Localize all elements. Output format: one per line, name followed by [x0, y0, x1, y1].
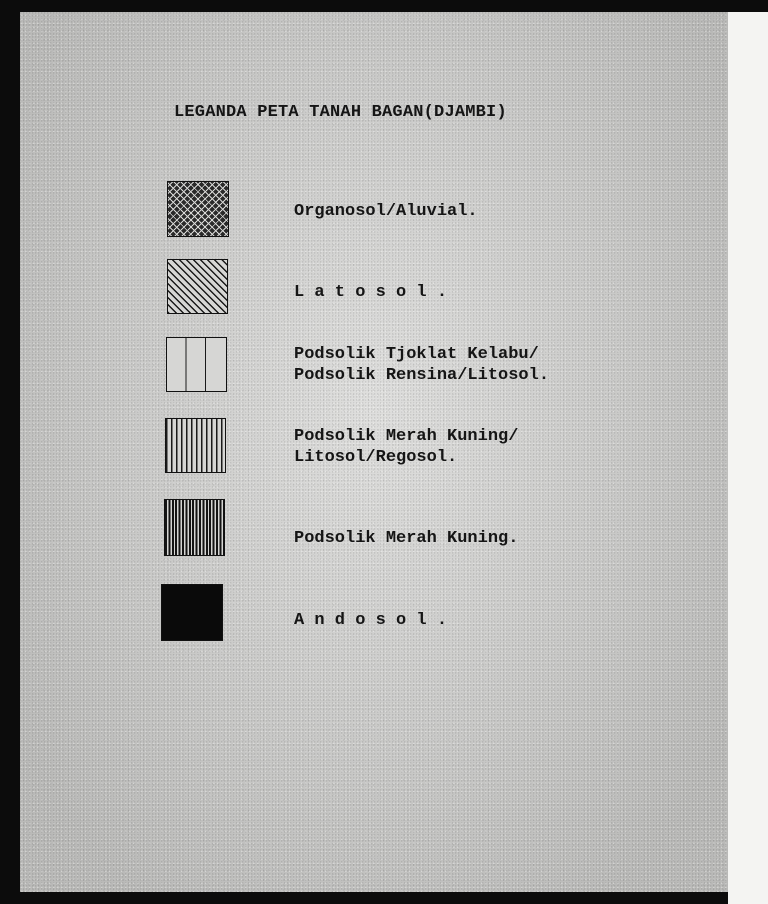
- cross-hatch-swatch: [167, 181, 229, 237]
- legend-label: A n d o s o l .: [294, 611, 448, 630]
- scan-edge-strip: [728, 12, 768, 904]
- vertical-lines-swatch: [165, 418, 226, 473]
- dense-vertical-lines-swatch: [164, 499, 225, 556]
- solid-black-swatch: [161, 584, 223, 641]
- legend-label: Podsolik Tjoklat Kelabu/ Podsolik Rensina/Litosol.: [294, 345, 550, 385]
- diagonal-hatch-swatch: [167, 259, 228, 314]
- legend-label: Podsolik Merah Kuning.: [294, 529, 519, 548]
- legend-label: Organosol/Aluvial.: [294, 202, 478, 221]
- legend-title: LEGANDA PETA TANAH BAGAN(DJAMBI): [174, 103, 507, 122]
- legend-label: Podsolik Merah Kuning/ Litosol/Regosol.: [294, 427, 519, 467]
- wide-vertical-lines-swatch: [166, 337, 227, 392]
- legend-label: L a t o s o l .: [294, 283, 448, 302]
